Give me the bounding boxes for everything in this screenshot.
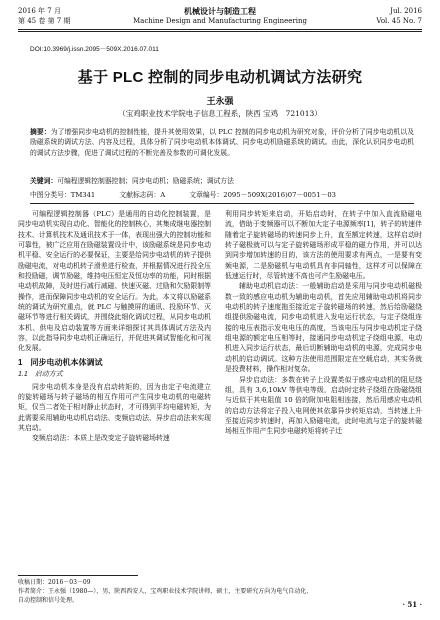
clc-number: 中图分类号：TM341 [30, 191, 96, 199]
abstract-label: 摘要： [30, 128, 51, 136]
section-heading-1: 1 同步电动机本体调试 [18, 357, 103, 367]
journal-name-en: Machine Design and Manufacturing Engineering [133, 17, 307, 25]
left-column [18, 209, 211, 444]
document-code: 文献标志码：A [119, 191, 166, 199]
abstract-text: 为了增强同步电动机的控制性能，提升其使用效果，以 PLC 控制的同步电动机为研究对象，评价分析了同步电动机以及励磁系统的调试方法、内容及过程，具体分析了同步电动机本体调试、同步电动机励磁系统的调试。由此，深化认识同步电动机的调试方法步骤，促进了调试过程的不断完善及参数的可调化发展。 [30, 128, 415, 157]
body-paragraph: 变频启动法：本质上是改变定子旋转磁场转速 [32, 434, 170, 443]
body-paragraph: 辅助电动机启动法：一般辅助启动是采用与同步电动机磁极数一致的感应电动机为辅助电动机，首先应用辅助电动机将同步电动机的转子速度拖至接近定子旋转磁场的转速，然后给励磁绕组提供励磁电流，同步电动机进入发电运行状态，与定子绕组连接的电压表指示发电电压的高度，当该电压与同步电动机定子绕组电源的额定电压相等时，接通同步电动机定子绕组电源，电动机进入同步运行状态，最后切断辅助电动机的电源，完成同步电动机的启动调试。这种方法使用范围限定在空载启动，其实务就是投费材料，操作相对复杂。 [225, 282, 422, 374]
abstract [30, 127, 414, 158]
keywords-text: 可编程逻辑控制器控制；同步电动机；励磁系统；调试方法 [57, 177, 234, 185]
header-rule [18, 29, 422, 30]
doi-line: DOI:10.3969/j.issn.2095－509X.2016.07.011 [30, 46, 159, 53]
body-paragraph: 同步电动机本身是没有启动转矩的，因为由定子电流建立的旋转磁场与转子磁场的相互作用可产生同步电动机的电磁转矩，仅当二者处于相对静止状态时，才可得到平均电磁转矩，为此需要采用辅助电动机启动法、变频启动法、异步启动法来实现其启动。 [18, 382, 211, 432]
page-number: · 51 · [402, 600, 422, 609]
intro-paragraph: 可编程逻辑控制器（PLC）是通用的自动化控制装置，是同步电动机实现自动化、智能化的控制核心，其集成继电器控制技术、计算机技术及通讯技术于一体，表现出强大的控制功能和可靠性，被广泛应用在励磁装置设计中，该励磁系统是同步电动机平稳、安全运行的必要保证，主要是给同步电动机的转子提供励磁电流，对电动机转子滑差进行检查，并根据情况进行投全压和投励磁，调节励磁，维持电压恒定及恒功率的功能，同时根据电动机故障，及时进行减行减磁、快速灭磁、过励和欠励限制等操作，进而保障同步电动机的安全运行。为此，本文将以励磁系统的调试为研究重点，就 PLC 与触摸屏的通讯、投励环节、灭磁环节等进行相关调试，并围绕此细化调试过程，从同步电动机本机、供电及启动装置等方面来详细探讨其具体调试方法及内容，以此指导同步电动机正确运行，并促进其调试智能化和可视化发展。 [18, 210, 211, 353]
right-column [225, 209, 422, 437]
header-center [18, 6, 422, 26]
article-title: 基于 PLC 控制的同步电动机调试方法研究 [77, 69, 363, 86]
abstract-rule [30, 203, 414, 204]
header-rule-thin [18, 31, 422, 32]
keywords [30, 176, 414, 186]
body-paragraph: 异步启动法：多数在转子上设置类似于感应电动机的阻尼绕组，具有 3,6,10kV 等供电等级，启动时定转子绕组在励磁绕组与近似于其电阻值 10 倍的附加电阻相连接，然后用感应电动机的启动方法将定子投入电网使其依靠异步转矩启动，当转速上升至接近同步转速时，再加入励磁电流，此时电流与定子的旋转磁场相互作用产生同步电磁转矩将转子迁 [225, 375, 422, 436]
footnote-rule [18, 575, 138, 576]
classification-line [30, 190, 414, 200]
article-number: 文章编号：2095－509X(2016)07－0051－03 [189, 191, 336, 199]
keywords-label: 关键词： [30, 177, 58, 185]
subsection-heading-1-1: 1.1 启动方式 [18, 371, 63, 379]
header-date: 2016 年 7 月 [18, 7, 61, 15]
author-affiliation: （宝鸡职业技术学院电子信息工程系，陕西 宝鸡 721013） [118, 109, 322, 118]
header-right [376, 6, 422, 26]
body-paragraph: 利用同步转矩来启动，开始启动时，在转子中加入直流励磁电流，借助于变频器可以不断加大定子电源频率[1]，转子的转速伴随着定子旋转磁场的转速同步上升，直至额定转速，这样启动时转子磁极就可以与定子旋转磁场形成平稳的磁力作用，并可以达到同步增加转速的目的，该方法的使用要求有两点，一是要有变频电源，二是励磁机与电动机具有非同轴性，这样才可以保障在低速运行时，尽管转速不高也可产生励磁电压。 [225, 210, 422, 281]
footnote [18, 578, 318, 605]
received-date: 收稿日期：2016－03－09 [18, 579, 91, 586]
header-volume-en: Vol. 45 No. 7 [376, 17, 422, 25]
header-date-en: Jul. 2016 [390, 7, 422, 15]
author-name: 王永强 [206, 97, 234, 107]
author-bio: 作者简介：王永强（1980—），男，陕西西安人，宝鸡职业技术学院讲师，硕士，主要研究方向为电气自动化、自动控制和信号处理。 [18, 588, 313, 604]
journal-name-cn: 机械设计与制造工程 [184, 6, 256, 16]
header-volume-cn: 第 45 卷 第 7 期 [18, 17, 71, 25]
